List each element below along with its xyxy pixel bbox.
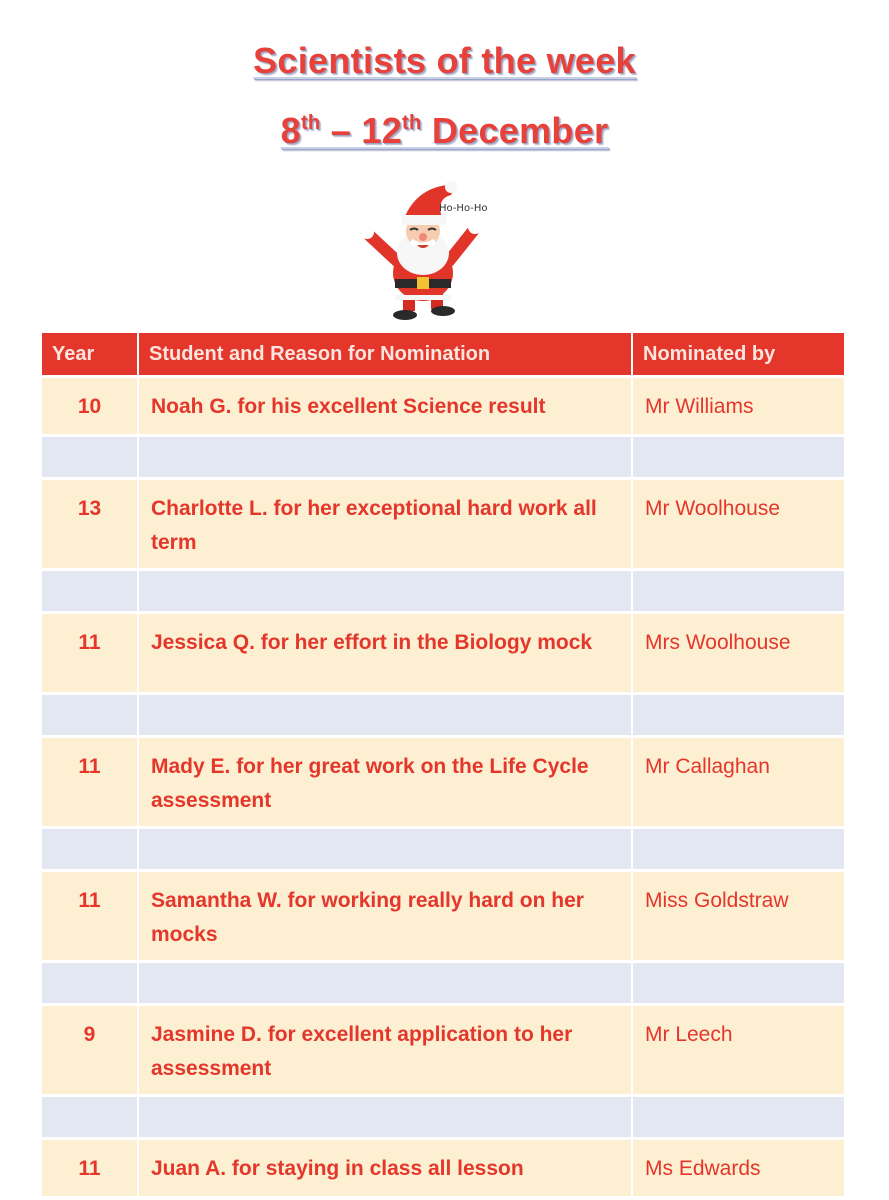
header-year: Year xyxy=(42,333,139,378)
year-cell: 11 xyxy=(42,738,139,829)
spacer-row xyxy=(42,829,844,872)
year-cell: 11 xyxy=(42,614,139,695)
title-text: Scientists of the week xyxy=(253,40,636,81)
start-suffix: th xyxy=(300,112,321,134)
page-title xyxy=(0,40,889,82)
santa-icon xyxy=(355,175,495,325)
table-row xyxy=(42,378,844,437)
header-reason: Student and Reason for Nomination xyxy=(139,333,633,378)
nominated-by-cell: Mr Callaghan xyxy=(633,738,844,829)
reason-cell: Samantha W. for working really hard on her mocks xyxy=(139,872,633,963)
nominated-by-cell: Miss Goldstraw xyxy=(633,872,844,963)
spacer-row xyxy=(42,695,844,738)
nominated-by-cell: Ms Edwards xyxy=(633,1140,844,1199)
reason-cell: Juan A. for staying in class all lesson xyxy=(139,1140,633,1199)
table-header-row xyxy=(42,333,844,378)
spacer-row xyxy=(42,963,844,1006)
start-day: 8 xyxy=(280,110,301,151)
header-nominated-by: Nominated by xyxy=(633,333,844,378)
santa-bubble: Ho-Ho-Ho xyxy=(439,203,488,214)
table-row xyxy=(42,872,844,963)
spacer-row xyxy=(42,1097,844,1140)
nominated-by-cell: Mrs Woolhouse xyxy=(633,614,844,695)
spacer-row xyxy=(42,571,844,614)
table-row xyxy=(42,614,844,695)
nominations-table xyxy=(42,333,844,1199)
date-separator: – 12 xyxy=(330,110,403,151)
reason-cell: Noah G. for his excellent Science result xyxy=(139,378,633,437)
month: December xyxy=(431,110,609,151)
nominated-by-cell: Mr Woolhouse xyxy=(633,480,844,571)
table-row xyxy=(42,738,844,829)
year-cell: 9 xyxy=(42,1006,139,1097)
nominated-by-cell: Mr Williams xyxy=(633,378,844,437)
reason-cell: Mady E. for her great work on the Life Cycle assessment xyxy=(139,738,633,829)
spacer-row xyxy=(42,437,844,480)
year-cell: 13 xyxy=(42,480,139,571)
table-row xyxy=(42,1140,844,1199)
table-row xyxy=(42,1006,844,1097)
reason-cell: Charlotte L. for her exceptional hard work all term xyxy=(139,480,633,571)
end-suffix: th xyxy=(402,112,422,134)
year-cell: 11 xyxy=(42,1140,139,1199)
reason-cell: Jasmine D. for excellent application to her assessment xyxy=(139,1006,633,1097)
year-cell: 10 xyxy=(42,378,139,437)
date-range xyxy=(0,110,889,152)
reason-cell: Jessica Q. for her effort in the Biology mock xyxy=(139,614,633,695)
table-row xyxy=(42,480,844,571)
year-cell: 11 xyxy=(42,872,139,963)
nominated-by-cell: Mr Leech xyxy=(633,1006,844,1097)
